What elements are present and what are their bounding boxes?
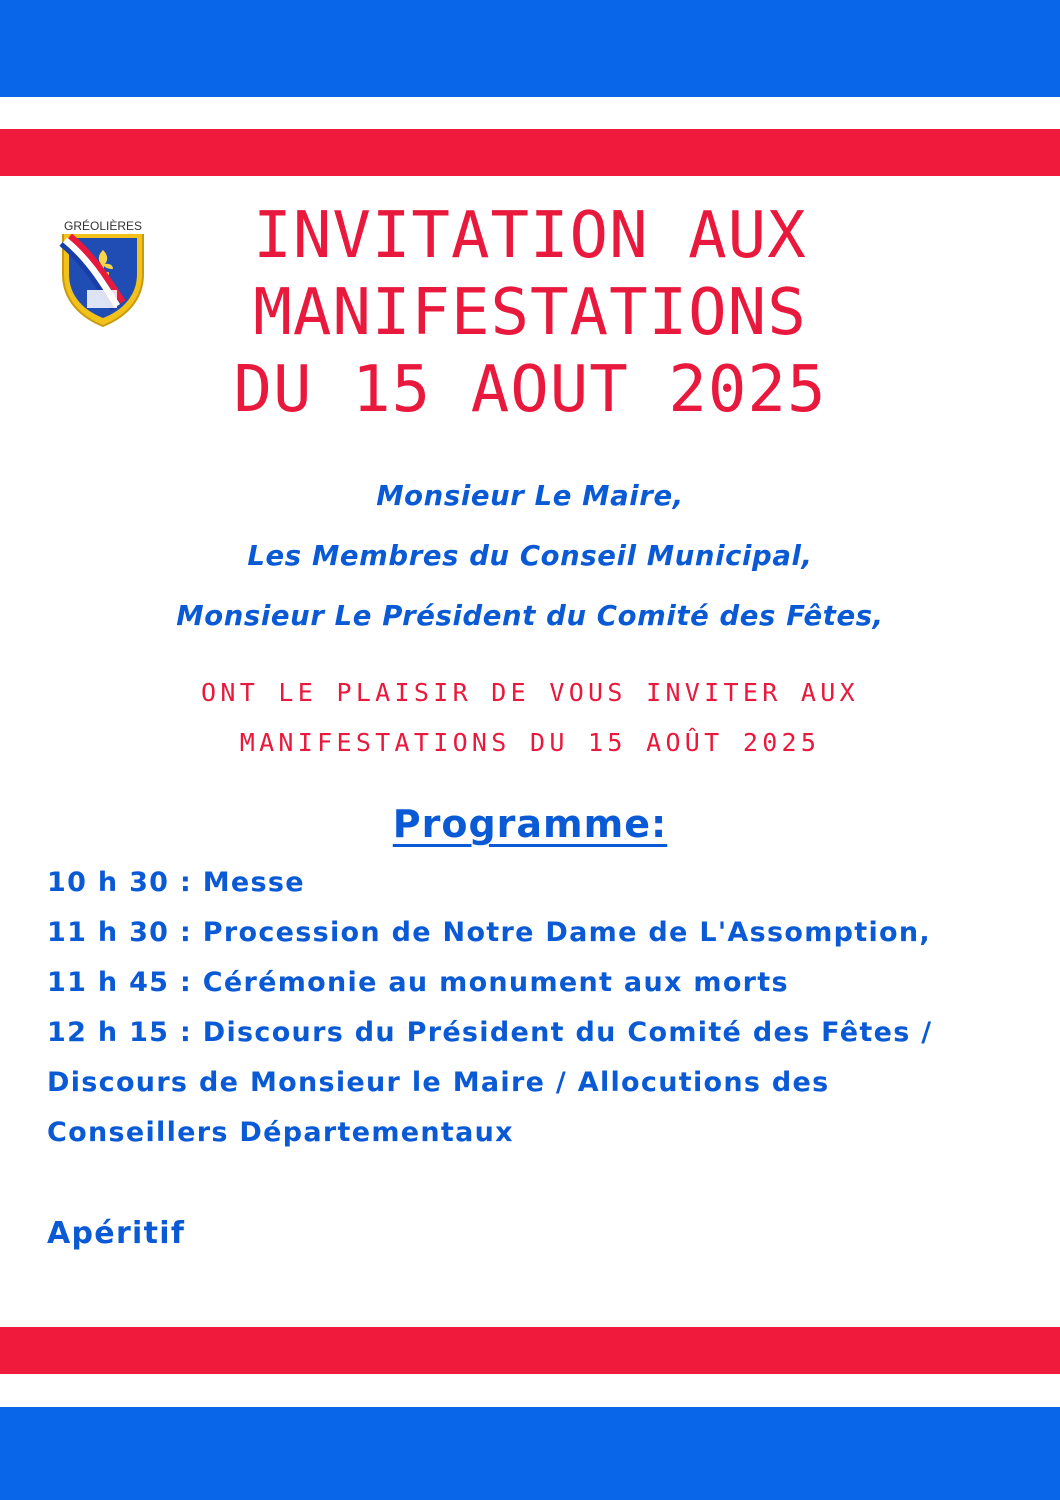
- invite-line-1: ONT LE PLAISIR DE VOUS INVITER AUX: [201, 678, 859, 707]
- invite-line-2: MANIFESTATIONS DU 15 AOÛT 2025: [239, 728, 821, 757]
- program-list: [47, 858, 1037, 1158]
- top-red-band: [0, 129, 1060, 176]
- bottom-red-band: [0, 1327, 1060, 1374]
- program-line: 11 h 45 : Cérémonie au monument aux morts: [47, 967, 789, 998]
- program-line: 12 h 15 : Discours du Président du Comité des Fêtes /: [47, 1017, 933, 1048]
- top-blue-band: [0, 0, 1060, 97]
- bottom-blue-band: [0, 1407, 1060, 1500]
- host-council: Les Membres du Conseil Municipal,: [247, 540, 813, 572]
- host-committee-president: Monsieur Le Président du Comité des Fêtes,: [176, 600, 884, 632]
- program-line: 11 h 30 : Procession de Notre Dame de L'Assomption,: [47, 917, 931, 948]
- hosts-list: [60, 466, 1000, 646]
- program-line: Conseillers Départementaux: [47, 1117, 514, 1148]
- page-title: [175, 198, 885, 429]
- program-line: Discours de Monsieur le Maire / Allocutions des: [47, 1067, 830, 1098]
- invitation-text: [60, 668, 1000, 768]
- crest-label: GRÉOLIÈRES: [63, 219, 143, 233]
- title-line-2: MANIFESTATIONS: [253, 276, 807, 350]
- program-heading: Programme:: [392, 802, 668, 846]
- title-line-1: INVITATION AUX: [253, 199, 807, 273]
- host-mayor: Monsieur Le Maire,: [376, 480, 684, 512]
- program-closing: Apéritif: [47, 1216, 186, 1251]
- title-line-3: DU 15 AOUT 2025: [233, 353, 827, 427]
- program-line: 10 h 30 : Messe: [47, 867, 305, 898]
- coat-of-arms-icon: [57, 214, 149, 330]
